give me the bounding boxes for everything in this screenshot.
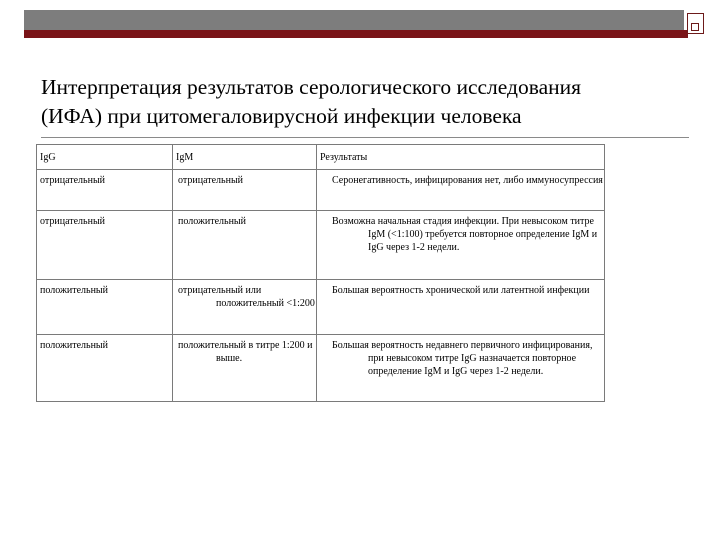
title-line-2: (ИФА) при цитомегаловирусной инфекции человека xyxy=(41,104,522,128)
slide-title xyxy=(41,73,681,131)
cell-igm: отрицательный или положительный <1:200 xyxy=(173,280,317,335)
table-header-row xyxy=(37,145,605,170)
header-results: Результаты xyxy=(317,145,605,170)
table-row xyxy=(37,211,605,280)
header-igm: IgM xyxy=(173,145,317,170)
cell-result: Большая вероятность недавнего первичного инфицирования, при невысоком титре IgG назначается повторное определение IgM и IgG через 1-2 недели. xyxy=(317,335,605,402)
cell-result: Большая вероятность хронической или латентной инфекции xyxy=(317,280,605,335)
cell-igg: положительный xyxy=(37,280,173,335)
cell-result: Серонегативность, инфицирования нет, либо иммуносупрессия xyxy=(317,170,605,211)
cell-igg: положительный xyxy=(37,335,173,402)
cell-igm: положительный xyxy=(173,211,317,280)
corner-square-decoration xyxy=(691,23,699,31)
header-igg: IgG xyxy=(37,145,173,170)
cell-result: Возможна начальная стадия инфекции. При невысоком титре IgM (<1:100) требуется повторное определение IgM и IgG через 1-2 недели. xyxy=(317,211,605,280)
cell-igg: отрицательный xyxy=(37,211,173,280)
table-row xyxy=(37,170,605,211)
cell-igm: положительный в титре 1:200 и выше. xyxy=(173,335,317,402)
table-row xyxy=(37,335,605,402)
header-red-bar xyxy=(24,30,688,38)
cell-igg: отрицательный xyxy=(37,170,173,211)
title-divider xyxy=(41,137,689,138)
table-row xyxy=(37,280,605,335)
results-table xyxy=(36,144,605,402)
title-line-1: Интерпретация результатов серологического исследования xyxy=(41,75,582,99)
cell-igm: отрицательный xyxy=(173,170,317,211)
